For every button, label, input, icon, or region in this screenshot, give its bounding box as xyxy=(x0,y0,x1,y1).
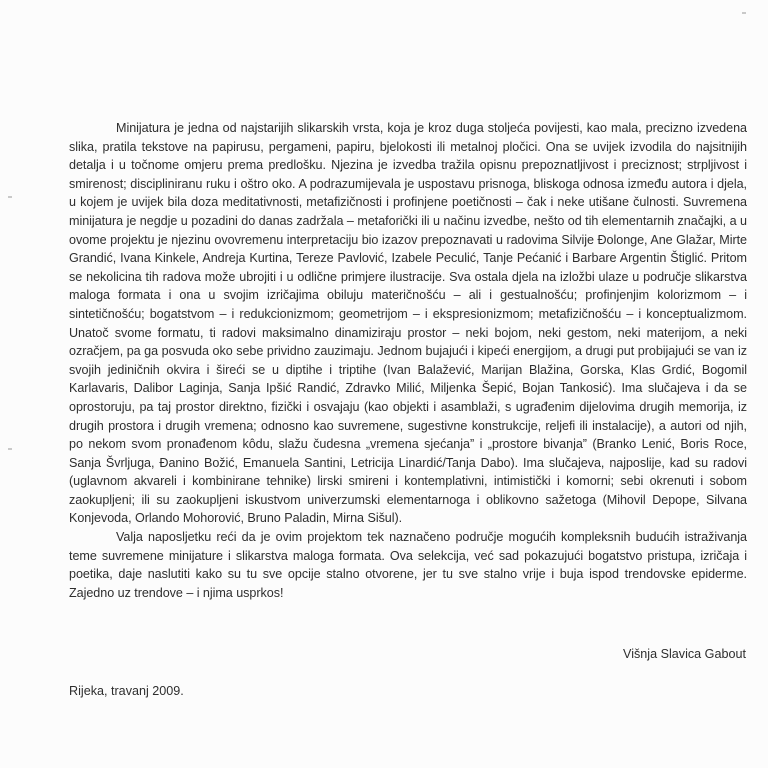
essay-paragraph: Valja naposljetku reći da je ovim projektom tek naznačeno područje mogućih kompleksnih budućih istraživanja teme suvremene minijature i slikarstva maloga formata. Ova selekcija, već sad pokazujući bogatstvo pristupa, izričaja i poetika, daje naslutiti kako su tu sve opcije stalno otvorene, jer tu sve stalno vrije i buja ispod trendovske epiderme. Zajedno uz trendove – i njima usprkos! xyxy=(69,530,747,600)
scan-speck xyxy=(8,448,12,450)
author-signature: Višnja Slavica Gabout xyxy=(623,647,746,661)
place-and-date: Rijeka, travanj 2009. xyxy=(69,684,184,698)
essay-paragraph: Minijatura je jedna od najstarijih slikarskih vrsta, koja je kroz duga stoljeća povijesti, kao mala, precizno izvedena slika, pratila tekstove na papirusu, pergameni, papiru, bjelokosti ili metalnoj pločici. Ona se uvijek izvodila do najsitnijih detalja i u točnome omjeru prema predlošku. Njezina je izvedba tražila opisnu prepoznatljivost i preciznost; strpljivost i smirenost; discipliniranu ruku i oštro oko. A podrazumijevala je uspostavu prisnoga, bliskoga odnosa između autora i djela, u kojem je uvijek bila doza meditativnosti, metafizičnosti i profinjene poetičnosti – čak i neke utišane čulnosti. Suvremena minijatura je negdje u pozadini do danas zadržala – metaforički ili u načinu izvedbe, nešto od tih elementarnih značajki, a u ovome projektu je njezinu ovovremenu interpretaciju bio izazov prepoznavati u radovima Silvije Đolonge, Ane Glažar, Mirte Grandić, Ivana Kinkele, Andreja Kurtina, Tereze Pavlović, Izabele Peculić, Tanje Pećanić i Barbare Argentin Štiglić. Pritom se nekolicina tih radova može ubrojiti i u odlične primjere ilustracije. Sva ostala djela na izložbi ulaze u područje slikarstva maloga formata i ona u svojim izričajima obiluju materičnošću – ali i gestualnošću; profinjenjim kolorizmom – i sintetičnošću; bogatstvom – i redukcionizmom; geometrijom – i ekspresionizmom; metafizičnošću – i konceptualizmom. Unatoč svome formatu, ti radovi maksimalno dinamiziraju prostor – neki bojom, neki gestom, neki materijom, a neki ozračjem, pa ga posvuda oko sebe prividno zauzimaju. Jednom bujajući i kipeći energijom, a drugi put probijajući se van iz svojih jediničnih okvira i šireći se u diptihe i triptihe (Ivan Balažević, Marijan Blažina, Gorska, Klas Grdić, Bogomil Karlavaris, Dalibor Laginja, Sanja Ipšić Randić, Zdravko Milić, Miljenka Šepić, Bojan Tankosić). Ima slučajeva i da se oprostoruju, pa taj prostor direktno, fizički i osvajaju (kao objekti i asamblaži, s ugrađenim dijelovima drugih memorija, iz drugih prostora i drugih vremena; odnosno kao suvremene, sugestivne konstrukcije, reljefi ili instalacije), a autori od njih, po nekom svom pronađenom kôdu, slažu čudesna „vremena sjećanja” i „prostore bivanja” (Branko Lenić, Boris Roce, Sanja Švrljuga, Đanino Božić, Emanuela Santini, Letricija Linardić/Tanja Dabo). Ima slučajeva, najposlije, kad su radovi (uglavnom akvareli i kombinirane tehnike) lirski smireni i kontemplativni, intimistički i komorni; sebi okrenuti i sobom zaokupljeni; ili su zaokupljeni iskustvom univerzumski elementarnoga i oblikovno sažetoga (Mihovil Depope, Silvana Konjevoda, Orlando Mohorović, Bruno Paladin, Mirna Sišul). xyxy=(69,121,747,526)
essay-body xyxy=(69,119,747,602)
scan-speck xyxy=(742,12,746,14)
scan-speck xyxy=(8,196,12,198)
